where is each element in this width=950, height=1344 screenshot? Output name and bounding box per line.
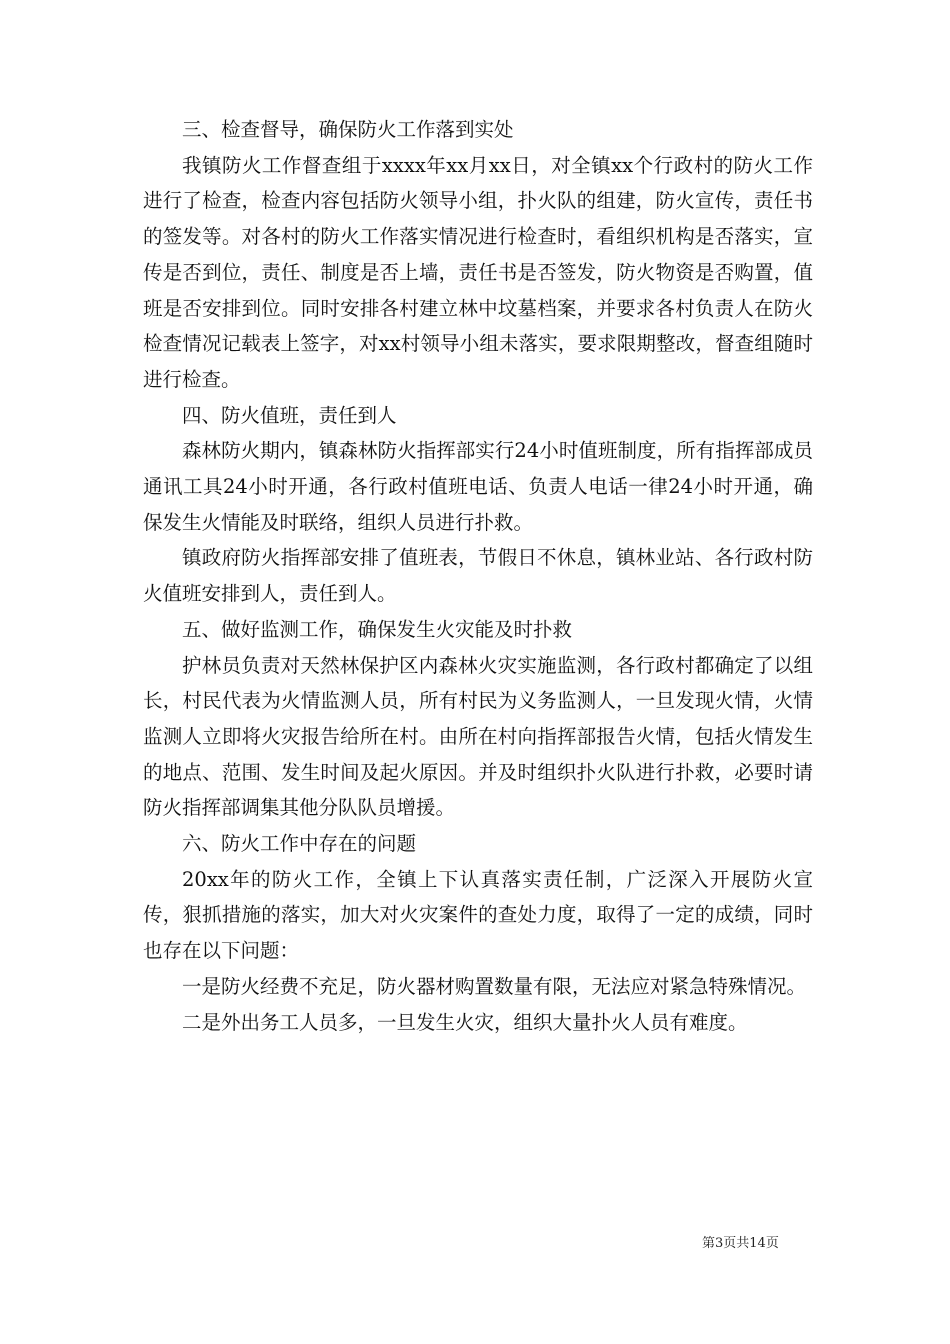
- paragraph-duty-system: 森林防火期内，镇森林防火指挥部实行24小时值班制度，所有指挥部成员通讯工具24小时开通，各行政村值班电话、负责人电话一律24小时开通，确保发生火情能及时联络，组织人员进行扑救。: [143, 439, 813, 534]
- paragraph-inspection-details: 我镇防火工作督查组于xxxx年xx月xx日，对全镇xx个行政村的防火工作进行了检查，检查内容包括防火领导小组，扑火队的组建，防火宣传，责任书的签发等。对各村的防火工作落实情况进行检查时，看组织机构是否落实，宣传是否到位，责任、制度是否上墙，责任书是否签发，防火物资是否购置，值班是否安排到位。同时安排各村建立林中坟墓档案，并要求各村负责人在防火检查情况记载表上签字，对xx村领导小组未落实，要求限期整改，督查组随时进行检查。: [143, 153, 813, 391]
- section-heading-monitoring: 五、做好监测工作，确保发生火灾能及时扑救: [182, 617, 573, 641]
- page-number-footer: 第3页共14页: [702, 1236, 779, 1251]
- section-heading-problems: 六、防火工作中存在的问题: [182, 832, 417, 856]
- document-body: [143, 112, 813, 1040]
- paragraph-monitoring-details: 护林员负责对天然林保护区内森林火灾实施监测，各行政村都确定了以组长，村民代表为火情监测人员，所有村民为义务监测人，一旦发现火情，火情监测人立即将火灾报告给所在村。由所在村向指挥部报告火情，包括火情发生的地点、范围、发生时间及起火原因。并及时组织扑火队进行扑救，必要时请防火指挥部调集其他分队队员增援。: [143, 653, 813, 820]
- paragraph-problems-intro: 20xx年的防火工作，全镇上下认真落实责任制，广泛深入开展防火宣传，狠抓措施的落实，加大对火灾案件的查处力度，取得了一定的成绩，同时也存在以下问题：: [143, 867, 813, 963]
- section-heading-duty: 四、防火值班，责任到人: [182, 403, 397, 427]
- section-heading-inspection: 三、检查督导，确保防火工作落到实处: [182, 118, 514, 141]
- paragraph-duty-schedule: 镇政府防火指挥部安排了值班表，节假日不休息，镇林业站、各行政村防火值班安排到人，责任到人。: [143, 546, 813, 606]
- paragraph-problem-manpower: 二是外出务工人员多，一旦发生火灾，组织大量扑火人员有难度。: [182, 1010, 748, 1034]
- paragraph-problem-funding: 一是防火经费不充足，防火器材购置数量有限，无法应对紧急特殊情况。: [182, 974, 807, 998]
